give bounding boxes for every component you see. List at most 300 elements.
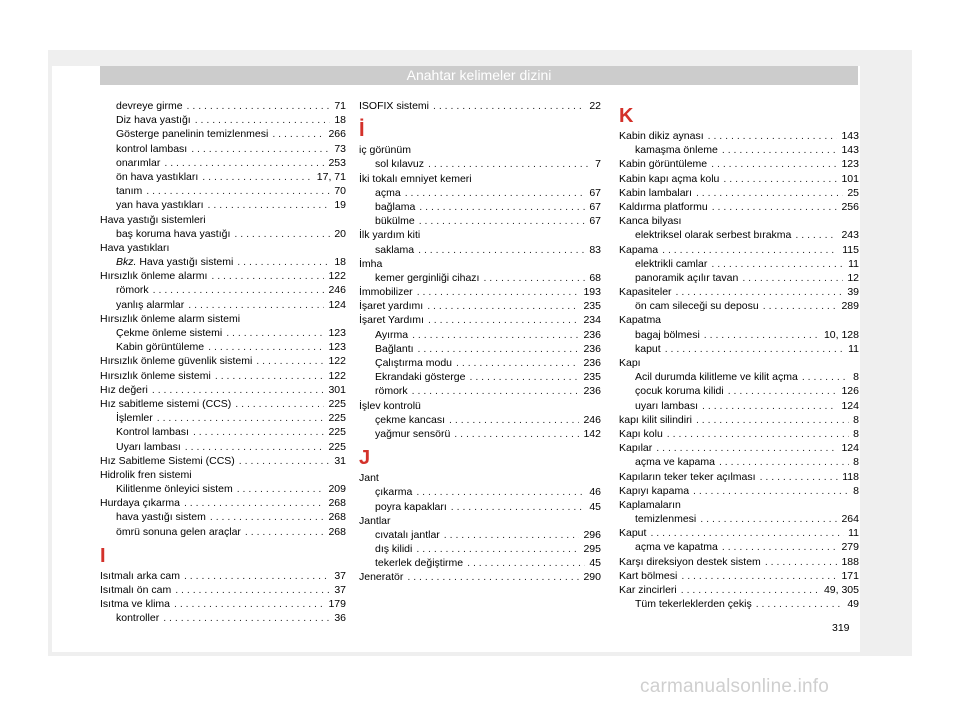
- index-entry: [100, 383, 346, 397]
- dot-leader: [424, 313, 580, 327]
- dot-leader: [231, 397, 324, 411]
- entry-page-ref: 188: [841, 555, 859, 568]
- entry-page-ref: 171: [841, 569, 859, 582]
- dot-leader: [700, 328, 820, 342]
- dot-leader: [153, 411, 325, 425]
- entry-page-ref: 49, 305: [823, 584, 859, 596]
- dot-leader: [241, 525, 325, 539]
- dot-leader: [718, 143, 838, 157]
- entry-page-ref: 68: [589, 271, 601, 284]
- index-subentry: [359, 556, 601, 570]
- index-entry: [619, 583, 859, 597]
- dot-leader: [708, 200, 838, 214]
- index-entry: [359, 257, 601, 271]
- entry-page-ref: 123: [328, 341, 346, 354]
- index-column-1: [100, 99, 346, 626]
- entry-term: ön cam sileceği su deposu: [635, 300, 759, 313]
- dot-leader: [187, 142, 330, 156]
- index-subentry: [619, 143, 859, 157]
- index-entry: [100, 269, 346, 283]
- dot-leader: [401, 186, 586, 200]
- index-subentry: [359, 243, 601, 257]
- index-entry: [619, 157, 859, 171]
- entry-page-ref: 71: [334, 100, 346, 112]
- entry-term: çekme kancası: [375, 413, 446, 426]
- dot-leader: [159, 611, 330, 625]
- dot-leader: [696, 512, 837, 526]
- dot-leader: [698, 399, 837, 413]
- entry-term: Çalıştırma modu: [375, 357, 453, 369]
- entry-term: bağlama: [375, 200, 416, 213]
- index-subentry: [619, 455, 859, 469]
- index-entry: [619, 470, 859, 484]
- entry-term: elektriksel olarak serbest bırakma: [635, 229, 792, 242]
- entry-term-text: Hava yastığı sistemi: [139, 256, 234, 269]
- dot-leader: [183, 99, 331, 113]
- index-subentry: [619, 540, 859, 554]
- dot-leader: [715, 455, 849, 469]
- dot-leader: [198, 170, 313, 184]
- index-subentry: [619, 399, 859, 413]
- entry-page-ref: 124: [841, 442, 859, 455]
- entry-term: Hırsızlık önleme alarm sistemi: [100, 312, 241, 325]
- dot-leader: [738, 271, 843, 285]
- index-subentry: [619, 342, 859, 356]
- dot-leader: [759, 299, 838, 313]
- entry-term: İlk yardım kiti: [359, 229, 421, 242]
- page-title: Anahtar kelimeler dizini: [100, 66, 858, 85]
- entry-page-ref: 19: [334, 199, 346, 212]
- section-letter: İ: [359, 119, 365, 142]
- index-subentry: [359, 500, 601, 514]
- index-subentry: [359, 328, 601, 342]
- index-entry: [100, 496, 346, 510]
- entry-term: Kapasiteler: [619, 286, 672, 299]
- dot-leader: [170, 597, 324, 611]
- entry-page-ref: 225: [328, 412, 346, 425]
- entry-term: iç görünüm: [359, 144, 411, 157]
- entry-page-ref: 225: [328, 397, 346, 410]
- entry-term: İşaret Yardımı: [359, 314, 424, 327]
- dot-leader: [191, 113, 331, 127]
- index-subentry: [100, 99, 346, 113]
- index-entry: [100, 454, 346, 468]
- index-subentry: [100, 411, 346, 425]
- index-subentry: [619, 384, 859, 398]
- index-subentry: [359, 186, 601, 200]
- entry-term: römork: [116, 284, 149, 297]
- dot-leader: [415, 200, 585, 214]
- dot-leader: [658, 243, 838, 257]
- index-subentry: [359, 542, 601, 556]
- dot-leader: [429, 99, 585, 113]
- entry-term: kapı kilit silindiri: [619, 413, 692, 426]
- entry-term: Kapı: [619, 357, 641, 369]
- entry-page-ref: 46: [589, 486, 601, 499]
- entry-term: Diz hava yastığı: [116, 114, 191, 127]
- entry-page-ref: 11: [848, 527, 859, 540]
- index-entry: [359, 172, 601, 186]
- dot-leader: [181, 440, 325, 454]
- index-entry: [619, 186, 859, 200]
- index-entry: [619, 555, 859, 569]
- dot-leader: [663, 427, 849, 441]
- dot-leader: [791, 228, 837, 242]
- entry-page-ref: 268: [328, 511, 346, 524]
- entry-term: Isıtma ve klima: [100, 598, 171, 611]
- entry-term: açma ve kapama: [635, 456, 715, 469]
- dot-leader: [672, 285, 844, 299]
- index-entry: [359, 143, 601, 157]
- dot-leader: [415, 214, 586, 228]
- index-entry: [619, 129, 859, 143]
- index-entry: [100, 354, 346, 368]
- index-subentry: [359, 214, 601, 228]
- index-entry: [100, 569, 346, 583]
- entry-term: yan hava yastıkları: [116, 199, 204, 212]
- index-entry: [359, 313, 601, 327]
- index-subentry: [100, 156, 346, 170]
- index-entry: [359, 514, 601, 528]
- index-entry: [359, 570, 601, 584]
- page-number: 319: [832, 622, 850, 634]
- entry-term: bükülme: [375, 215, 415, 228]
- entry-page-ref: 8: [853, 371, 859, 384]
- index-entry: [100, 468, 346, 482]
- entry-page-ref: 295: [583, 543, 601, 556]
- index-subentry: [100, 127, 346, 141]
- entry-term: Jantlar: [359, 514, 391, 527]
- entry-page-ref: 45: [589, 557, 601, 570]
- entry-term: Jeneratör: [359, 571, 404, 584]
- entry-term: yağmur sensörü: [375, 427, 451, 440]
- entry-term: Kabin dikiz aynası: [619, 130, 704, 142]
- entry-term: kamaşma önleme: [635, 144, 718, 157]
- index-subentry: [619, 228, 859, 242]
- entry-term: onarımlar: [116, 156, 161, 169]
- entry-page-ref: 142: [583, 427, 601, 440]
- index-subentry: [100, 198, 346, 212]
- entry-term: Gösterge panelinin temizlenmesi: [116, 128, 269, 141]
- entry-page-ref: 18: [334, 114, 346, 127]
- entry-term: yanlış alarmlar: [116, 298, 185, 311]
- entry-page-ref: 264: [841, 513, 859, 526]
- index-subentry: [100, 340, 346, 354]
- entry-page-ref: 301: [328, 383, 346, 396]
- entry-term: Bağlantı: [375, 342, 414, 355]
- index-subentry: [619, 370, 859, 384]
- dot-leader: [142, 184, 330, 198]
- entry-page-ref: 143: [841, 130, 859, 142]
- entry-term: tekerlek değiştirme: [375, 557, 464, 570]
- dot-leader: [180, 496, 325, 510]
- index-subentry: [619, 271, 859, 285]
- index-subentry: [359, 370, 601, 384]
- entry-term: cıvatalı jantlar: [375, 528, 440, 541]
- entry-term: Kapılar: [619, 442, 653, 455]
- entry-page-ref: 8: [853, 484, 859, 497]
- entry-term: kemer gerginliği cihazı: [375, 271, 480, 284]
- watermark: carmanualsonline.info: [640, 676, 830, 697]
- entry-term: Kaput: [619, 527, 647, 540]
- index-entry: [619, 413, 859, 427]
- entry-page-ref: 45: [589, 500, 601, 513]
- index-entry: [100, 397, 346, 411]
- dot-leader: [479, 271, 585, 285]
- dot-leader: [412, 485, 585, 499]
- entry-term: ömrü sonuna gelen araçlar: [116, 525, 241, 538]
- dot-leader: [268, 127, 324, 141]
- dot-leader: [465, 370, 579, 384]
- index-subentry: [619, 299, 859, 313]
- entry-page-ref: 225: [328, 440, 346, 453]
- entry-page-ref: 122: [328, 270, 346, 283]
- dot-leader: [692, 413, 849, 427]
- entry-page-ref: 118: [842, 470, 859, 483]
- dot-leader: [761, 555, 838, 569]
- entry-page-ref: 122: [328, 369, 346, 382]
- entry-page-ref: 70: [334, 185, 346, 198]
- index-entry: [619, 356, 859, 370]
- entry-term: Acil durumda kilitleme ve kilit açma: [635, 371, 798, 384]
- entry-term: İmha: [359, 257, 383, 270]
- index-column-2: [359, 99, 601, 585]
- index-entry: [619, 484, 859, 498]
- section-letter: K: [619, 105, 634, 127]
- entry-page-ref: 101: [841, 172, 859, 185]
- index-subentry: [100, 482, 346, 496]
- index-entry: [619, 214, 859, 228]
- index-entry: [619, 427, 859, 441]
- entry-page-ref: 290: [583, 571, 601, 584]
- entry-term: Kaplamaların: [619, 498, 681, 511]
- entry-term: Kart bölmesi: [619, 569, 678, 582]
- index-entry: [619, 526, 859, 540]
- entry-page-ref: 243: [841, 229, 859, 242]
- index-entry: [359, 471, 601, 485]
- dot-leader: [207, 269, 324, 283]
- entry-term: Kar zincirleri: [619, 584, 677, 596]
- dot-leader: [233, 482, 325, 496]
- index-subentry: [100, 326, 346, 340]
- dot-leader: [752, 597, 844, 611]
- entry-page-ref: 22: [589, 100, 601, 112]
- entry-page-ref: 31: [334, 454, 346, 467]
- entry-term: İşlemler: [116, 412, 153, 425]
- index-subentry: [359, 528, 601, 542]
- dot-leader: [452, 356, 579, 370]
- dot-leader: [180, 569, 330, 583]
- entry-term: çocuk koruma kilidi: [635, 385, 724, 398]
- entry-term: Hız değeri: [100, 383, 148, 396]
- entry-page-ref: 83: [589, 243, 601, 256]
- entry-page-ref: 10, 128: [823, 328, 859, 341]
- entry-page-ref: 124: [328, 298, 346, 311]
- entry-term: Hırsızlık önleme sistemi: [100, 369, 211, 382]
- dot-leader: [171, 583, 330, 597]
- entry-page-ref: 289: [841, 300, 859, 313]
- section-letter: I: [100, 544, 106, 567]
- entry-page-ref: 296: [583, 528, 601, 541]
- dot-leader: [707, 257, 844, 271]
- dot-leader: [450, 427, 579, 441]
- entry-page-ref: 253: [328, 156, 346, 169]
- entry-page-ref: 123: [841, 158, 859, 171]
- entry-page-ref: 12: [847, 271, 859, 284]
- entry-page-ref: 115: [842, 243, 859, 256]
- entry-term: İki tokalı emniyet kemeri: [359, 172, 472, 185]
- index-subentry: [100, 440, 346, 454]
- dot-leader: [724, 384, 838, 398]
- entry-term: Hız Sabitleme Sistemi (CCS): [100, 454, 235, 467]
- entry-page-ref: 126: [841, 385, 859, 398]
- index-entry: [359, 299, 601, 313]
- dot-leader: [424, 157, 591, 171]
- dot-leader: [204, 198, 331, 212]
- entry-term: baş koruma hava yastığı: [116, 227, 231, 240]
- dot-leader: [408, 384, 580, 398]
- entry-term: Hava yastıkları: [100, 241, 170, 254]
- entry-page-ref: 236: [583, 357, 601, 369]
- entry-page-ref: 25: [847, 186, 859, 199]
- entry-term: Kapama: [619, 243, 659, 256]
- entry-page-ref: 37: [334, 584, 346, 596]
- dot-leader: [211, 369, 325, 383]
- index-entry: [619, 285, 859, 299]
- index-subentry: [100, 142, 346, 156]
- dot-leader: [440, 528, 580, 542]
- dot-leader: [252, 354, 324, 368]
- entry-term: temizlenmesi: [635, 513, 697, 526]
- dot-leader: [718, 540, 838, 554]
- entry-term: elektrikli camlar: [635, 257, 708, 270]
- index-subentry: [619, 257, 859, 271]
- index-subentry: [100, 510, 346, 524]
- entry-page-ref: 36: [334, 612, 346, 625]
- entry-term: kontrol lambası: [116, 142, 188, 155]
- entry-page-ref: 143: [841, 144, 859, 157]
- entry-term: Kapıyı kapama: [619, 484, 690, 497]
- dot-leader: [661, 342, 844, 356]
- dot-leader: [230, 227, 330, 241]
- entry-term: Uyarı lambası: [116, 440, 181, 453]
- index-subentry: [619, 512, 859, 526]
- entry-page-ref: 7: [595, 158, 601, 171]
- entry-page-ref: 8: [853, 413, 859, 426]
- entry-term: Kontrol lambası: [116, 426, 189, 439]
- entry-see-ref: Bkz.: [116, 256, 137, 269]
- entry-term: Kabin kapı açma kolu: [619, 172, 720, 185]
- index-column-3: [619, 99, 859, 611]
- index-subentry: [359, 413, 601, 427]
- entry-term: kaput: [635, 342, 661, 355]
- index-subentry: [359, 356, 601, 370]
- entry-term: Kabin görüntüleme: [116, 341, 205, 354]
- index-entry: [100, 241, 346, 255]
- entry-term: Kilitlenme önleyici sistem: [116, 483, 233, 496]
- dot-leader: [756, 470, 839, 484]
- index-subentry: [100, 298, 346, 312]
- entry-page-ref: 67: [589, 200, 601, 213]
- entry-term: ön hava yastıkları: [116, 170, 199, 183]
- entry-term: Hidrolik fren sistemi: [100, 468, 192, 481]
- entry-term: açma ve kapatma: [635, 541, 718, 554]
- entry-term: römork: [375, 385, 408, 398]
- index-entry: [359, 285, 601, 299]
- entry-term: Kabin görüntüleme: [619, 158, 708, 171]
- dot-leader: [463, 556, 585, 570]
- entry-page-ref: 8: [853, 427, 859, 440]
- index-entry: [100, 312, 346, 326]
- entry-term: dış kilidi: [375, 543, 413, 556]
- index-entry: [359, 99, 601, 113]
- entry-page-ref: 124: [841, 399, 859, 412]
- entry-term: devreye girme: [116, 100, 183, 112]
- index-subentry: [100, 283, 346, 297]
- entry-term: ISOFIX sistemi: [359, 100, 430, 112]
- entry-term: Hırsızlık önleme alarmı: [100, 270, 208, 283]
- index-subentry: [359, 384, 601, 398]
- index-entry: [100, 597, 346, 611]
- entry-page-ref: 122: [328, 355, 346, 368]
- dot-leader: [408, 328, 579, 342]
- entry-page-ref: 268: [328, 497, 346, 510]
- entry-page-ref: 123: [328, 327, 346, 339]
- entry-page-ref: 49: [847, 598, 859, 611]
- entry-page-ref: 236: [583, 328, 601, 341]
- entry-term: Kanca bilyası: [619, 215, 682, 228]
- entry-term: sol kılavuz: [375, 158, 425, 171]
- section-letter: J: [359, 447, 371, 470]
- entry-page-ref: 268: [328, 525, 346, 538]
- entry-page-ref: 225: [328, 426, 346, 439]
- entry-term: çıkarma: [375, 486, 413, 499]
- dot-leader: [646, 526, 844, 540]
- index-entry: [619, 498, 859, 512]
- index-subentry: [619, 328, 859, 342]
- dot-leader: [707, 157, 837, 171]
- entry-page-ref: 234: [583, 314, 601, 327]
- dot-leader: [692, 186, 843, 200]
- dot-leader: [423, 299, 579, 313]
- index-entry: [100, 369, 346, 383]
- entry-page-ref: 246: [583, 413, 601, 426]
- dot-leader: [677, 569, 837, 583]
- entry-term: Isıtmalı ön cam: [100, 584, 172, 596]
- dot-leader: [447, 500, 586, 514]
- index-entry: [359, 399, 601, 413]
- entry-page-ref: 17, 71: [316, 170, 346, 183]
- dot-leader: [148, 383, 325, 397]
- entry-term: Kapı kolu: [619, 427, 663, 440]
- entry-term: uyarı lambası: [635, 399, 699, 412]
- index-subentry: [100, 184, 346, 198]
- index-subentry: [100, 611, 346, 625]
- index-entry: [100, 213, 346, 227]
- entry-page-ref: 37: [334, 569, 346, 582]
- entry-page-ref: 236: [583, 342, 601, 355]
- entry-page-ref: 11: [848, 342, 859, 355]
- entry-term: Hurdaya çıkarma: [100, 497, 180, 510]
- index-entry: [619, 441, 859, 455]
- entry-term: kontroller: [116, 612, 160, 625]
- entry-page-ref: 279: [841, 541, 859, 554]
- entry-term: bagaj bölmesi: [635, 328, 700, 341]
- dot-leader: [798, 370, 849, 384]
- entry-page-ref: 236: [583, 385, 601, 398]
- entry-page-ref: 67: [589, 215, 601, 228]
- entry-term: tanım: [116, 185, 143, 198]
